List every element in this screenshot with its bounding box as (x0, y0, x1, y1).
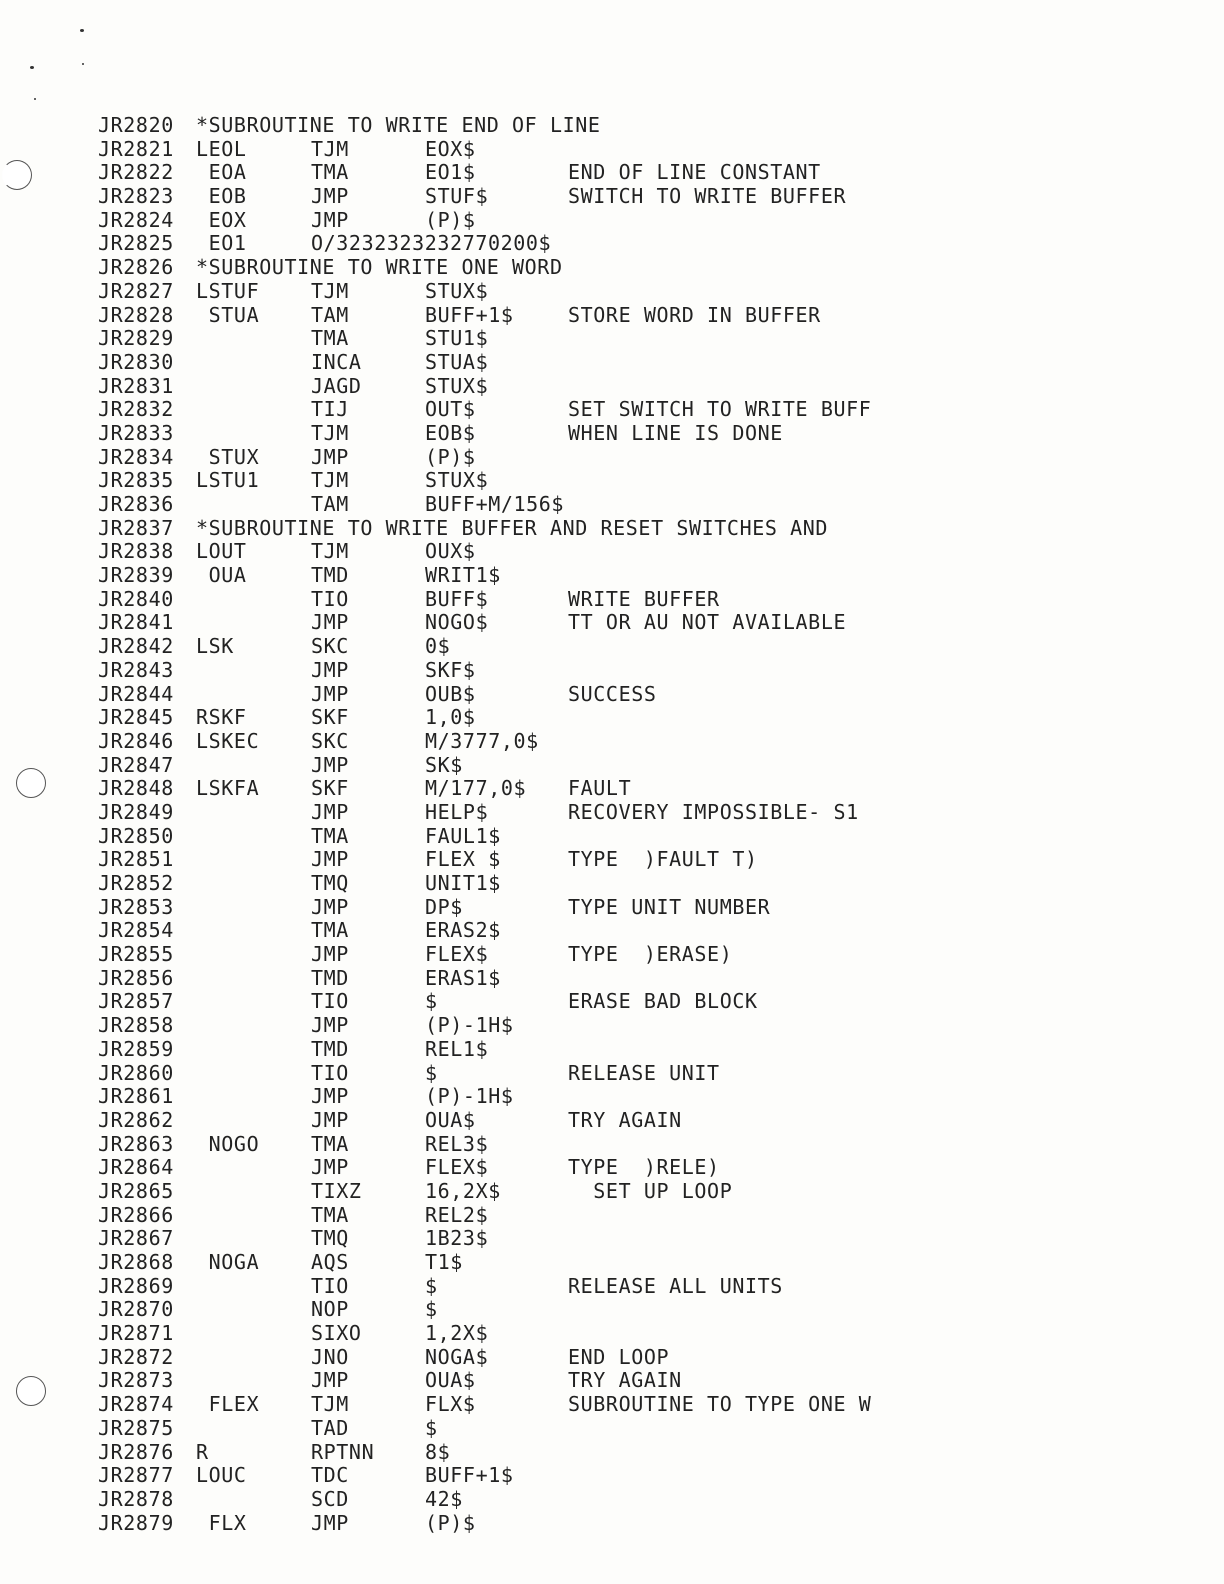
opcode-field: NOP (311, 1297, 349, 1322)
opcode-field: TIJ (311, 397, 349, 422)
operand-field: (P)$ (425, 1510, 476, 1535)
comment-line: *SUBROUTINE TO WRITE BUFFER AND RESET SWITCHES AND (196, 515, 829, 540)
remark-field: SWITCH TO WRITE BUFFER (568, 184, 847, 209)
opcode-field: TMA (311, 326, 349, 351)
sequence-number: JR2859 (98, 1036, 174, 1061)
operand-field: (P)$ (425, 207, 476, 232)
opcode-field: TMD (311, 1036, 349, 1061)
opcode-field: TDC (311, 1463, 349, 1488)
operand-field: 1B23$ (425, 1226, 489, 1251)
opcode-field: TJM (311, 278, 349, 303)
sequence-number: JR2828 (98, 302, 174, 327)
label-field: LSTU1 (196, 468, 260, 493)
operand-field: 1,0$ (425, 705, 476, 730)
operand-field: STUF$ (425, 184, 489, 209)
sequence-number: JR2840 (98, 586, 174, 611)
opcode-field: JMP (311, 1510, 349, 1535)
operand-field: $ (425, 1297, 438, 1322)
operand-field: SK$ (425, 752, 463, 777)
opcode-field: JMP (311, 752, 349, 777)
opcode-field: TIO (311, 989, 349, 1014)
sequence-number: JR2856 (98, 965, 174, 990)
sequence-number: JR2832 (98, 397, 174, 422)
operand-field: SKF$ (425, 657, 476, 682)
label-field: EOX (196, 207, 247, 232)
label-field: R (196, 1439, 209, 1464)
opcode-field: TMA (311, 160, 349, 185)
label-field: NOGO (196, 1131, 260, 1156)
sequence-number: JR2865 (98, 1178, 174, 1203)
operand-field: $ (425, 1060, 438, 1085)
remark-field: WRITE BUFFER (568, 586, 720, 611)
sequence-number: JR2867 (98, 1226, 174, 1251)
opcode-field: TJM (311, 420, 349, 445)
sequence-number: JR2827 (98, 278, 174, 303)
remark-field: SET SWITCH TO WRITE BUFF (568, 397, 872, 422)
comment-line: *SUBROUTINE TO WRITE ONE WORD (196, 255, 563, 280)
label-field: EOA (196, 160, 247, 185)
operand-field: BUFF+1$ (425, 1463, 514, 1488)
opcode-field: JMP (311, 184, 349, 209)
sequence-number: JR2857 (98, 989, 174, 1014)
opcode-field: TIO (311, 586, 349, 611)
opcode-field: JMP (311, 1013, 349, 1038)
operand-field: UNIT1$ (425, 871, 501, 895)
sequence-number: JR2850 (98, 823, 174, 848)
label-field: LSKEC (196, 728, 260, 753)
label-field: LSK (196, 634, 234, 659)
remark-field: RELEASE ALL UNITS (568, 1273, 783, 1298)
punch-hole (16, 768, 46, 798)
operand-field: $ (425, 1273, 438, 1298)
remark-field: STORE WORD IN BUFFER (568, 302, 821, 327)
label-field: STUA (196, 302, 260, 327)
operand-field: $ (425, 1415, 438, 1440)
sequence-number: JR2826 (98, 255, 174, 280)
sequence-number: JR2844 (98, 681, 174, 706)
remark-field: WHEN LINE IS DONE (568, 420, 783, 445)
sequence-number: JR2833 (98, 420, 174, 445)
sequence-number: JR2825 (98, 231, 174, 256)
sequence-number: JR2822 (98, 160, 174, 185)
opcode-field: SCD (311, 1486, 349, 1511)
punch-hole (2, 160, 32, 190)
operand-field: HELP$ (425, 799, 489, 824)
operand-field: FAUL1$ (425, 823, 501, 848)
label-field: RSKF (196, 705, 247, 730)
opcode-field: TIO (311, 1273, 349, 1298)
operand-field: NOGO$ (425, 610, 489, 635)
remark-field: SUCCESS (568, 681, 657, 706)
opcode-field: TJM (311, 136, 349, 161)
opcode-field: TAM (311, 492, 349, 516)
opcode-field: SIXO (311, 1321, 362, 1346)
remark-field: RECOVERY IMPOSSIBLE- S1 (568, 799, 859, 824)
operand-field: BUFF+M/156$ (425, 492, 565, 516)
sequence-number: JR2846 (98, 728, 174, 753)
remark-field: TT OR AU NOT AVAILABLE (568, 610, 847, 635)
remark-field: TYPE )RELE) (568, 1155, 720, 1180)
operand-field: OUT$ (425, 397, 476, 422)
operand-field: OUA$ (425, 1368, 476, 1393)
operand-field: $ (425, 989, 438, 1014)
opcode-field: JMP (311, 1084, 349, 1109)
operand-field: DP$ (425, 894, 463, 919)
remark-field: TRY AGAIN (568, 1107, 682, 1132)
sequence-number: JR2874 (98, 1392, 174, 1417)
remark-field: TRY AGAIN (568, 1368, 682, 1393)
sequence-number: JR2852 (98, 871, 174, 895)
label-field: NOGA (196, 1250, 260, 1274)
label-field: OUA (196, 563, 247, 588)
operand-field: 1,2X$ (425, 1321, 489, 1346)
sequence-number: JR2870 (98, 1297, 174, 1322)
sequence-number: JR2829 (98, 326, 174, 351)
sequence-number: JR2858 (98, 1013, 174, 1038)
operand-field: ERAS1$ (425, 965, 501, 990)
operand-field: BUFF+1$ (425, 302, 514, 327)
remark-field: SET UP LOOP (568, 1178, 733, 1203)
sequence-number: JR2861 (98, 1084, 174, 1109)
remark-field: TYPE UNIT NUMBER (568, 894, 771, 919)
sequence-number: JR2864 (98, 1155, 174, 1180)
remark-field: SUBROUTINE TO TYPE ONE W (568, 1392, 872, 1417)
label-field: FLEX (196, 1392, 260, 1417)
opcode-field: JMP (311, 1155, 349, 1180)
sequence-number: JR2834 (98, 444, 174, 469)
operand-field: ERAS2$ (425, 918, 501, 943)
sequence-number: JR2855 (98, 942, 174, 967)
sequence-number: JR2836 (98, 492, 174, 516)
opcode-field: JMP (311, 847, 349, 872)
remark-field: ERASE BAD BLOCK (568, 989, 758, 1014)
operand-field: BUFF$ (425, 586, 489, 611)
sequence-number: JR2877 (98, 1463, 174, 1488)
sequence-number: JR2837 (98, 515, 174, 540)
label-field: LEOL (196, 136, 247, 161)
remark-field: RELEASE UNIT (568, 1060, 720, 1085)
sequence-number: JR2845 (98, 705, 174, 730)
opcode-field: O/3232323232770200$ (311, 231, 552, 256)
opcode-field: JMP (311, 444, 349, 469)
sequence-number: JR2830 (98, 349, 174, 374)
remark-field: TYPE )FAULT T) (568, 847, 758, 872)
operand-field: WRIT1$ (425, 563, 501, 588)
opcode-field: TJM (311, 539, 349, 564)
opcode-field: TJM (311, 468, 349, 493)
sequence-number: JR2851 (98, 847, 174, 872)
opcode-field: TMA (311, 1131, 349, 1156)
operand-field: STUA$ (425, 349, 489, 374)
sequence-number: JR2841 (98, 610, 174, 635)
sequence-number: JR2860 (98, 1060, 174, 1085)
opcode-field: SKC (311, 728, 349, 753)
opcode-field: INCA (311, 349, 362, 374)
remark-field: TYPE )ERASE) (568, 942, 733, 967)
operand-field: (P)$ (425, 444, 476, 469)
operand-field: FLEX$ (425, 1155, 489, 1180)
sequence-number: JR2839 (98, 563, 174, 588)
opcode-field: JMP (311, 207, 349, 232)
operand-field: FLEX$ (425, 942, 489, 967)
opcode-field: TMQ (311, 871, 349, 895)
label-field: LOUC (196, 1463, 247, 1488)
label-field: EOB (196, 184, 247, 209)
operand-field: FLX$ (425, 1392, 476, 1417)
sequence-number: JR2866 (98, 1202, 174, 1227)
operand-field: M/3777,0$ (425, 728, 539, 753)
label-field: EO1 (196, 231, 247, 256)
sequence-number: JR2854 (98, 918, 174, 943)
opcode-field: TAD (311, 1415, 349, 1440)
opcode-field: TMA (311, 1202, 349, 1227)
operand-field: OUA$ (425, 1107, 476, 1132)
sequence-number: JR2835 (98, 468, 174, 493)
operand-field: EOB$ (425, 420, 476, 445)
sequence-number: JR2853 (98, 894, 174, 919)
sequence-number: JR2873 (98, 1368, 174, 1393)
operand-field: REL2$ (425, 1202, 489, 1227)
operand-field: OUB$ (425, 681, 476, 706)
opcode-field: JNO (311, 1344, 349, 1369)
operand-field: EO1$ (425, 160, 476, 185)
operand-field: M/177,0$ (425, 776, 527, 801)
sequence-number: JR2838 (98, 539, 174, 564)
operand-field: (P)-1H$ (425, 1013, 514, 1038)
opcode-field: JMP (311, 894, 349, 919)
opcode-field: JMP (311, 942, 349, 967)
sequence-number: JR2821 (98, 136, 174, 161)
opcode-field: TMQ (311, 1226, 349, 1251)
scan-speck (82, 63, 84, 65)
operand-field: 8$ (425, 1439, 451, 1464)
operand-field: 42$ (425, 1486, 463, 1511)
opcode-field: SKC (311, 634, 349, 659)
opcode-field: JMP (311, 657, 349, 682)
sequence-number: JR2849 (98, 799, 174, 824)
operand-field: FLEX $ (425, 847, 501, 872)
sequence-number: JR2869 (98, 1273, 174, 1298)
remark-field: FAULT (568, 776, 632, 801)
opcode-field: TJM (311, 1392, 349, 1417)
sequence-number: JR2862 (98, 1107, 174, 1132)
sequence-number: JR2863 (98, 1131, 174, 1156)
sequence-number: JR2820 (98, 113, 174, 137)
remark-field: END OF LINE CONSTANT (568, 160, 821, 185)
sequence-number: JR2868 (98, 1250, 174, 1274)
label-field: STUX (196, 444, 260, 469)
scan-speck (34, 98, 36, 100)
opcode-field: JMP (311, 610, 349, 635)
operand-field: STU1$ (425, 326, 489, 351)
sequence-number: JR2848 (98, 776, 174, 801)
operand-field: OUX$ (425, 539, 476, 564)
sequence-number: JR2831 (98, 373, 174, 398)
sequence-number: JR2824 (98, 207, 174, 232)
opcode-field: JAGD (311, 373, 362, 398)
opcode-field: TMA (311, 823, 349, 848)
label-field: LOUT (196, 539, 247, 564)
operand-field: STUX$ (425, 278, 489, 303)
sequence-number: JR2879 (98, 1510, 174, 1535)
sequence-number: JR2823 (98, 184, 174, 209)
operand-field: STUX$ (425, 373, 489, 398)
sequence-number: JR2843 (98, 657, 174, 682)
label-field: LSKFA (196, 776, 260, 801)
opcode-field: TMA (311, 918, 349, 943)
sequence-number: JR2847 (98, 752, 174, 777)
label-field: FLX (196, 1510, 247, 1535)
sequence-number: JR2842 (98, 634, 174, 659)
remark-field: END LOOP (568, 1344, 670, 1369)
opcode-field: JMP (311, 681, 349, 706)
sequence-number: JR2875 (98, 1415, 174, 1440)
scan-speck (80, 29, 84, 32)
operand-field: T1$ (425, 1250, 463, 1274)
operand-field: REL3$ (425, 1131, 489, 1156)
operand-field: EOX$ (425, 136, 476, 161)
sequence-number: JR2876 (98, 1439, 174, 1464)
sequence-number: JR2872 (98, 1344, 174, 1369)
punch-hole (16, 1376, 46, 1406)
opcode-field: TAM (311, 302, 349, 327)
opcode-field: JMP (311, 799, 349, 824)
operand-field: 16,2X$ (425, 1178, 501, 1203)
opcode-field: RPTNN (311, 1439, 375, 1464)
opcode-field: TMD (311, 563, 349, 588)
opcode-field: TIXZ (311, 1178, 362, 1203)
opcode-field: TIO (311, 1060, 349, 1085)
scan-speck (30, 66, 34, 69)
opcode-field: SKF (311, 705, 349, 730)
operand-field: STUX$ (425, 468, 489, 493)
operand-field: REL1$ (425, 1036, 489, 1061)
operand-field: NOGA$ (425, 1344, 489, 1369)
opcode-field: AQS (311, 1250, 349, 1274)
opcode-field: JMP (311, 1107, 349, 1132)
sequence-number: JR2878 (98, 1486, 174, 1511)
sequence-number: JR2871 (98, 1321, 174, 1346)
comment-line: *SUBROUTINE TO WRITE END OF LINE (196, 113, 601, 137)
label-field: LSTUF (196, 278, 260, 303)
opcode-field: TMD (311, 965, 349, 990)
operand-field: (P)-1H$ (425, 1084, 514, 1109)
opcode-field: JMP (311, 1368, 349, 1393)
opcode-field: SKF (311, 776, 349, 801)
operand-field: 0$ (425, 634, 451, 659)
